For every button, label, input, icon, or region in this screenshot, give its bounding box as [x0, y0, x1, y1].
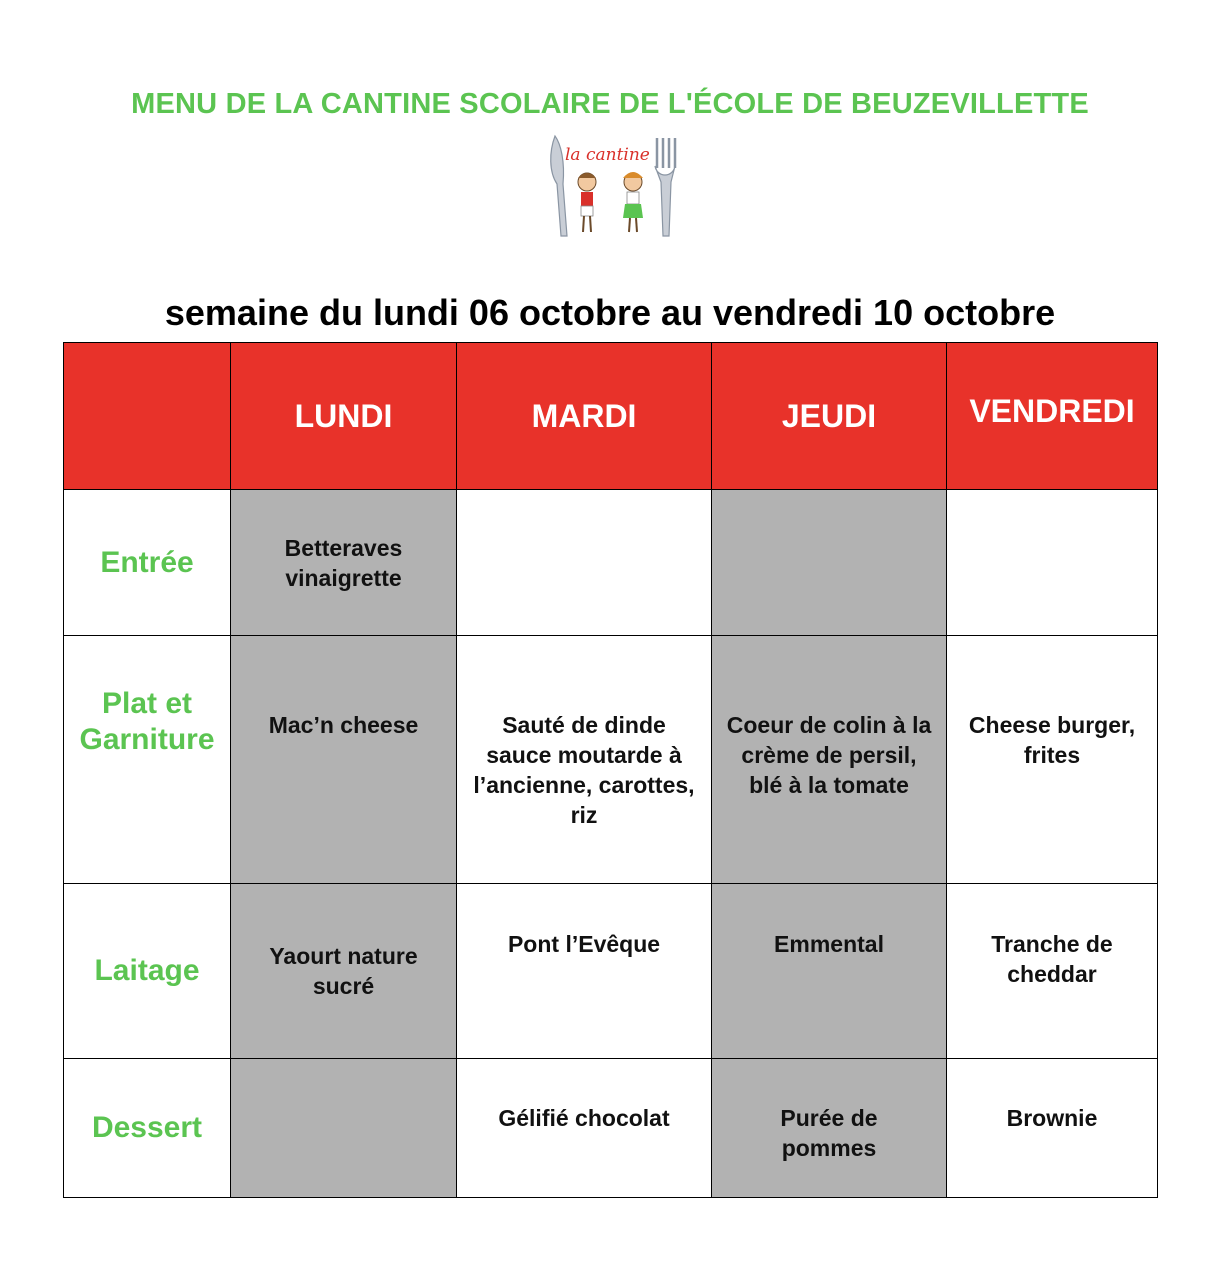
header-day-mardi: MARDI	[457, 343, 712, 490]
menu-item-text: Sauté de dinde sauce moutarde à l’ancienne, carottes, riz	[473, 712, 695, 828]
cell-plat-lundi	[231, 636, 457, 884]
menu-item-text: Betteraves vinaigrette	[284, 534, 403, 591]
cell-plat-mardi	[457, 636, 712, 884]
cell-dessert-mardi	[457, 1059, 712, 1198]
cell-entree-lundi	[231, 490, 457, 636]
menu-item-text: Yaourt nature sucré	[269, 943, 418, 999]
menu-item-text: Coeur de colin à la crème de persil, blé à la tomate	[726, 712, 932, 798]
menu-item-text: Cheese burger, frites	[968, 712, 1136, 768]
row-label-dessert	[64, 1059, 231, 1198]
menu-item-text: Emmental	[774, 931, 884, 957]
cell-dessert-jeudi	[712, 1059, 947, 1198]
menu-item-text: Gélifié chocolat	[498, 1105, 670, 1131]
menu-item-text: Pont l’Evêque	[507, 931, 661, 957]
cell-laitage-lundi	[231, 884, 457, 1059]
row-label-text-2: Garniture	[79, 723, 215, 756]
logo-text: la cantine	[565, 145, 650, 165]
row-label-laitage	[64, 884, 231, 1059]
row-label-entree	[64, 490, 231, 636]
header-empty-cell	[64, 343, 231, 490]
table-row-plat	[64, 636, 1158, 884]
row-label-text: Laitage	[94, 954, 200, 987]
row-label-text: Plat et	[101, 687, 193, 720]
cell-entree-mardi	[457, 490, 712, 636]
cell-laitage-mardi	[457, 884, 712, 1059]
row-label-text: Dessert	[91, 1111, 203, 1144]
menu-table	[63, 342, 1158, 1198]
table-row-laitage	[64, 884, 1158, 1059]
header-day-vendredi: VENDREDI	[947, 343, 1158, 490]
cell-plat-jeudi	[712, 636, 947, 884]
menu-item-text: Purée de pommes	[780, 1105, 878, 1161]
cell-entree-jeudi	[712, 490, 947, 636]
menu-item-text: Brownie	[1006, 1105, 1098, 1131]
menu-item-text: Tranche de cheddar	[991, 931, 1113, 987]
week-subtitle: semaine du lundi 06 octobre au vendredi 10 octobre	[164, 292, 1056, 333]
header-day-jeudi: JEUDI	[712, 343, 947, 490]
table-row-entree	[64, 490, 1158, 636]
cell-laitage-jeudi	[712, 884, 947, 1059]
row-label-text: Entrée	[100, 545, 194, 579]
cell-entree-vendredi	[947, 490, 1158, 636]
cell-dessert-vendredi	[947, 1059, 1158, 1198]
table-header-row	[64, 343, 1158, 490]
cell-laitage-vendredi	[947, 884, 1158, 1059]
cell-dessert-lundi	[231, 1059, 457, 1198]
table-row-dessert	[64, 1059, 1158, 1198]
menu-item-text: Mac’n cheese	[268, 712, 419, 738]
row-label-plat	[64, 636, 231, 884]
page-title: MENU DE LA CANTINE SCOLAIRE DE L'ÉCOLE DE BEUZEVILLETTE	[131, 88, 1089, 120]
cantine-logo	[545, 132, 677, 242]
header-day-lundi: LUNDI	[231, 343, 457, 490]
cell-plat-vendredi	[947, 636, 1158, 884]
